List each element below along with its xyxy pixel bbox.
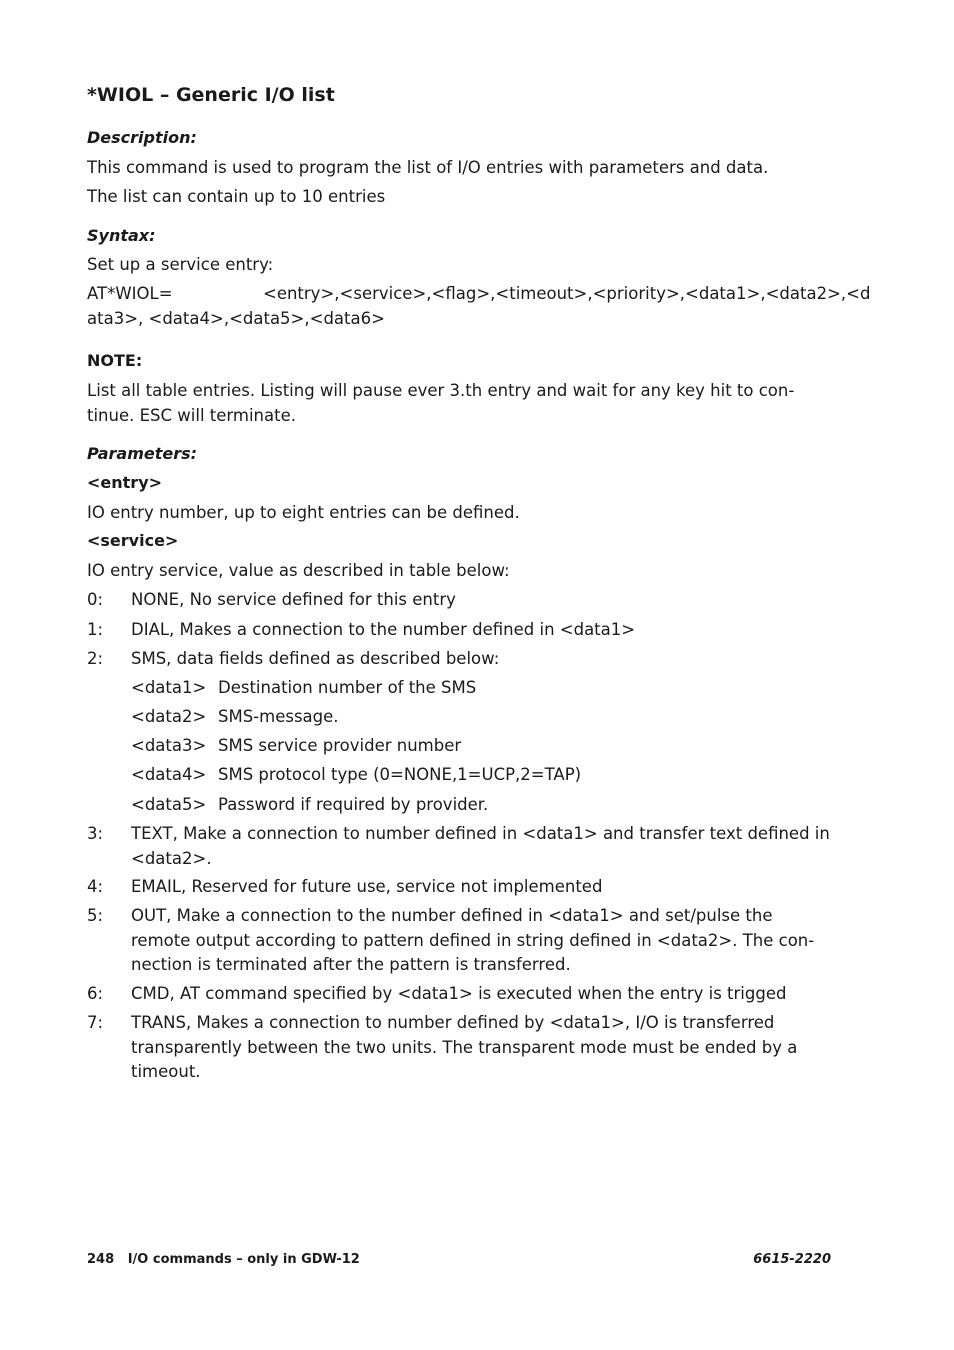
list-item-number: 0: (87, 590, 104, 609)
syntax-args-line-2: ata3>, <data4>,<data5>,<data6> (87, 309, 385, 328)
sms-field-value: SMS protocol type (0=NONE,1=UCP,2=TAP) (218, 765, 582, 784)
list-item-number: 4: (87, 877, 104, 896)
list-item-number: 1: (87, 620, 104, 639)
list-item-text: CMD, AT command specified by <data1> is executed when the entry is trigged (131, 984, 787, 1003)
list-item-text: DIAL, Makes a connection to the number defined in <data1> (131, 620, 636, 639)
sms-field-key: <data4> (131, 765, 207, 784)
sms-field-key: <data5> (131, 795, 207, 814)
list-item-text: TEXT, Make a connection to number defined in <data1> and transfer text defined in <data2>. (131, 824, 830, 868)
note-text-line-2: tinue. ESC will terminate. (87, 406, 296, 425)
sms-field-key: <data2> (131, 707, 207, 726)
list-item-text: TRANS, Makes a connection to number defined by <data1>, I/O is transferred transparently between the two units. The transparent mode must be ended by a timeout. (131, 1013, 798, 1081)
list-item-text: SMS, data fields defined as described below: (131, 649, 500, 668)
list-item-number: 3: (87, 824, 104, 843)
syntax-command-name: AT*WIOL= (87, 284, 173, 303)
footer-left (87, 1252, 360, 1267)
note-label: NOTE: (87, 351, 143, 370)
sms-field-value: Password if required by provider. (218, 795, 489, 814)
param-entry-name: <entry> (87, 473, 163, 492)
sms-field-key: <data1> (131, 678, 207, 697)
sms-field-key: <data3> (131, 736, 207, 755)
description-label: Description: (87, 128, 197, 147)
param-service-name: <service> (87, 531, 179, 550)
parameters-label: Parameters: (87, 444, 198, 463)
footer-section-title: I/O commands – only in GDW-12 (127, 1252, 360, 1267)
footer-doc-id: 6615-2220 (753, 1252, 831, 1267)
list-item-text: EMAIL, Reserved for future use, service not implemented (131, 877, 603, 896)
list-item-number: 2: (87, 649, 104, 668)
description-line-2: The list can contain up to 10 entries (87, 187, 386, 206)
sms-field-value: SMS-message. (218, 707, 339, 726)
list-item-number: 7: (87, 1013, 104, 1032)
section-heading: *WIOL – Generic I/O list (87, 84, 335, 106)
list-item-number: 6: (87, 984, 104, 1003)
param-entry-desc: IO entry number, up to eight entries can be defined. (87, 503, 520, 522)
list-item-text: OUT, Make a connection to the number defined in <data1> and set/pulse the remote output according to pattern defined in string defined in <data2>. The con-nection is terminated after the pattern is transferred. (131, 906, 815, 974)
description-line-1: This command is used to program the list of I/O entries with parameters and data. (87, 158, 769, 177)
list-item-text: NONE, No service defined for this entry (131, 590, 456, 609)
page-number: 248 (87, 1252, 115, 1267)
param-service-desc: IO entry service, value as described in table below: (87, 561, 510, 580)
syntax-intro: Set up a service entry: (87, 255, 274, 274)
sms-field-value: Destination number of the SMS (218, 678, 477, 697)
sms-field-value: SMS service provider number (218, 736, 462, 755)
syntax-label: Syntax: (87, 226, 156, 245)
list-item-number: 5: (87, 906, 104, 925)
syntax-args-line-1: <entry>,<service>,<flag>,<timeout>,<priority>,<data1>,<data2>,<d (263, 284, 871, 303)
note-text-line-1: List all table entries. Listing will pause ever 3.th entry and wait for any key hit to con- (87, 381, 795, 400)
